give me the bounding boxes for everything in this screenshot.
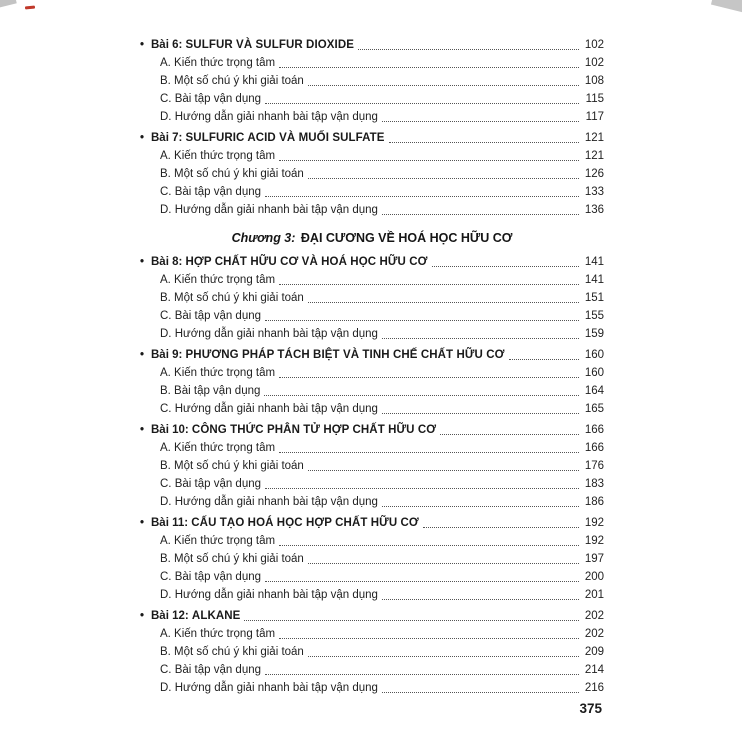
dotted-leader (265, 183, 579, 197)
toc-page-number: 117 (585, 111, 604, 123)
lesson-title: SULFUR VÀ SULFUR DIOXIDE (185, 39, 355, 51)
dotted-leader (279, 625, 579, 639)
sub-entry-title: D. Hướng dẫn giải nhanh bài tập vận dụng (160, 589, 378, 601)
dotted-leader (358, 36, 579, 50)
lesson-title: ALKANE (191, 610, 241, 622)
bullet-icon: • (140, 39, 145, 51)
toc-sub-row (140, 183, 604, 201)
sub-entry-title: B. Một số chú ý khi giải toán (160, 168, 304, 180)
lesson-label: Bài 12: (151, 610, 192, 622)
toc-entry-text (140, 253, 428, 271)
toc-entry-text (140, 346, 505, 364)
lesson-title: CẤU TẠO HOÁ HỌC HỢP CHẤT HỮU CƠ (191, 517, 419, 529)
scan-artifact-top-left (0, 0, 17, 9)
sub-entry-title: C. Hướng dẫn giải nhanh bài tập vận dụng (160, 403, 378, 415)
bullet-icon: • (140, 517, 145, 529)
dotted-leader (279, 364, 579, 378)
lesson-label: Bài 7: (151, 132, 186, 144)
sub-entry-title: C. Bài tập vận dụng (160, 93, 262, 105)
toc-page-number: 166 (584, 442, 604, 454)
dotted-leader (279, 271, 579, 285)
dotted-leader (279, 147, 579, 161)
toc-sub-row (140, 364, 604, 382)
dotted-leader (264, 382, 579, 396)
dotted-leader (308, 643, 579, 657)
toc-page-number: 200 (584, 571, 604, 583)
dotted-leader (265, 307, 579, 321)
sub-entry-title: A. Kiến thức trọng tâm (160, 274, 276, 286)
toc-page-number: 151 (584, 292, 604, 304)
toc-sub-row (140, 439, 604, 457)
toc-lesson-row (140, 253, 604, 271)
lesson-title: HỢP CHẤT HỮU CƠ VÀ HOÁ HỌC HỮU CƠ (185, 256, 428, 268)
sub-entry-title: A. Kiến thức trọng tâm (160, 535, 276, 547)
toc-page-number: 141 (584, 256, 604, 268)
dotted-leader (265, 661, 579, 675)
toc-page-number: 121 (584, 150, 604, 162)
dotted-leader (389, 129, 579, 143)
sub-entry-title: A. Kiến thức trọng tâm (160, 628, 276, 640)
toc-page-number: 214 (584, 664, 604, 676)
toc-page-number: 160 (584, 367, 604, 379)
sub-entry-title: A. Kiến thức trọng tâm (160, 442, 276, 454)
sub-entry-title: B. Một số chú ý khi giải toán (160, 646, 304, 658)
toc-page-number: 164 (584, 385, 604, 397)
lesson-title: CÔNG THỨC PHÂN TỬ HỢP CHẤT HỮU CƠ (191, 424, 437, 436)
toc-entry-text (140, 421, 436, 439)
lesson-title: PHƯƠNG PHÁP TÁCH BIỆT VÀ TINH CHẾ CHẤT HỮU CƠ (185, 349, 505, 361)
toc-entry-text (140, 36, 354, 54)
sub-entry-title: C. Bài tập vận dụng (160, 664, 262, 676)
toc-page-number: 202 (584, 628, 604, 640)
toc-lesson-row (140, 36, 604, 54)
dotted-leader (308, 72, 579, 86)
toc-sub-row (140, 457, 604, 475)
bullet-icon: • (140, 424, 145, 436)
dotted-leader (265, 475, 579, 489)
toc-page-number: 186 (584, 496, 604, 508)
dotted-leader (382, 201, 579, 215)
scan-artifact-red-mark (25, 5, 35, 9)
sub-entry-title: D. Hướng dẫn giải nhanh bài tập vận dụng (160, 204, 378, 216)
chapter-heading (140, 229, 604, 247)
toc-page-number: 133 (584, 186, 604, 198)
toc-page-number: 102 (584, 57, 604, 69)
toc-page-number: 202 (584, 610, 604, 622)
toc-entry-text (140, 607, 240, 625)
sub-entry-title: B. Bài tập vận dụng (160, 385, 261, 397)
dotted-leader (308, 165, 579, 179)
bullet-icon: • (140, 256, 145, 268)
toc-lesson-row (140, 421, 604, 439)
toc-sub-row (140, 165, 604, 183)
sub-entry-title: B. Một số chú ý khi giải toán (160, 292, 304, 304)
toc-page-number: 192 (584, 535, 604, 547)
toc-sub-row (140, 475, 604, 493)
toc-page-number: 108 (584, 75, 604, 87)
dotted-leader (509, 346, 579, 360)
sub-entry-title: C. Bài tập vận dụng (160, 478, 262, 490)
toc-sub-row (140, 382, 604, 400)
toc-lesson-row (140, 129, 604, 147)
dotted-leader (308, 457, 579, 471)
toc-sub-row (140, 147, 604, 165)
sub-entry-title: B. Một số chú ý khi giải toán (160, 460, 304, 472)
dotted-leader (382, 325, 579, 339)
dotted-leader (308, 550, 579, 564)
dotted-leader (244, 607, 579, 621)
toc-lesson-row (140, 514, 604, 532)
chapter-title: ĐẠI CƯƠNG VỀ HOÁ HỌC HỮU CƠ (300, 231, 513, 245)
toc-page-number: 201 (584, 589, 604, 601)
lesson-label: Bài 6: (151, 39, 186, 51)
toc-sub-row (140, 72, 604, 90)
toc-page-number: 160 (584, 349, 604, 361)
toc-sub-row (140, 493, 604, 511)
dotted-leader (279, 54, 579, 68)
dotted-leader (279, 532, 579, 546)
toc-sub-row (140, 679, 604, 697)
toc-lesson-row (140, 607, 604, 625)
toc-sub-row (140, 550, 604, 568)
sub-entry-title: C. Bài tập vận dụng (160, 571, 262, 583)
toc-page-number: 141 (584, 274, 604, 286)
toc-page-number: 192 (584, 517, 604, 529)
dotted-leader (440, 421, 579, 435)
toc-page-number: 102 (584, 39, 604, 51)
toc-page-number: 136 (584, 204, 604, 216)
toc-page-number: 121 (584, 132, 604, 144)
bullet-icon: • (140, 349, 145, 361)
dotted-leader (382, 493, 579, 507)
sub-entry-title: D. Hướng dẫn giải nhanh bài tập vận dụng (160, 496, 378, 508)
toc-sub-row (140, 568, 604, 586)
toc-page-number: 115 (585, 93, 604, 105)
toc-sub-row (140, 661, 604, 679)
toc-page-number: 155 (584, 310, 604, 322)
toc-page-number: 209 (584, 646, 604, 658)
dotted-leader (265, 90, 579, 104)
sub-entry-title: C. Bài tập vận dụng (160, 186, 262, 198)
toc-entry-text (140, 129, 385, 147)
toc-sub-row (140, 625, 604, 643)
dotted-leader (308, 289, 579, 303)
sub-entry-title: A. Kiến thức trọng tâm (160, 57, 276, 69)
lesson-label: Bài 8: (151, 256, 186, 268)
toc-page-number: 197 (584, 553, 604, 565)
toc-sub-row (140, 307, 604, 325)
toc-sub-row (140, 271, 604, 289)
toc-page-number: 216 (584, 682, 604, 694)
lesson-title: SULFURIC ACID VÀ MUỐI SULFATE (185, 132, 385, 144)
sub-entry-title: A. Kiến thức trọng tâm (160, 150, 276, 162)
dotted-leader (279, 439, 579, 453)
toc-entry-text (140, 514, 419, 532)
dotted-leader (423, 514, 579, 528)
toc-sub-row (140, 532, 604, 550)
toc-sub-row (140, 643, 604, 661)
dotted-leader (382, 679, 579, 693)
dotted-leader (432, 253, 579, 267)
scan-artifact-top-right (711, 0, 742, 13)
sub-entry-title: C. Bài tập vận dụng (160, 310, 262, 322)
dotted-leader (382, 400, 579, 414)
sub-entry-title: D. Hướng dẫn giải nhanh bài tập vận dụng (160, 328, 378, 340)
sub-entry-title: D. Hướng dẫn giải nhanh bài tập vận dụng (160, 682, 378, 694)
toc-sub-row (140, 289, 604, 307)
toc-sub-row (140, 201, 604, 219)
footer-page-number: 375 (579, 701, 602, 716)
toc-page-number: 126 (584, 168, 604, 180)
bullet-icon: • (140, 610, 145, 622)
toc-sub-row (140, 400, 604, 418)
chapter-label: Chương 3: (231, 231, 299, 245)
toc-page-number: 166 (584, 424, 604, 436)
bullet-icon: • (140, 132, 145, 144)
toc-page-number: 159 (584, 328, 604, 340)
lesson-label: Bài 10: (151, 424, 192, 436)
toc-page-number: 176 (584, 460, 604, 472)
toc-sub-row (140, 54, 604, 72)
toc-page-number: 165 (584, 403, 604, 415)
dotted-leader (265, 568, 579, 582)
sub-entry-title: B. Một số chú ý khi giải toán (160, 75, 304, 87)
toc-sub-row (140, 325, 604, 343)
lesson-label: Bài 11: (151, 517, 192, 529)
toc-page-number: 183 (584, 478, 604, 490)
sub-entry-title: B. Một số chú ý khi giải toán (160, 553, 304, 565)
lesson-label: Bài 9: (151, 349, 186, 361)
toc-sub-row (140, 90, 604, 108)
toc-sub-row (140, 108, 604, 126)
toc-lesson-row (140, 346, 604, 364)
sub-entry-title: A. Kiến thức trọng tâm (160, 367, 276, 379)
toc-sub-row (140, 586, 604, 604)
toc-list (140, 36, 604, 697)
dotted-leader (382, 586, 579, 600)
dotted-leader (382, 108, 579, 122)
sub-entry-title: D. Hướng dẫn giải nhanh bài tập vận dụng (160, 111, 378, 123)
